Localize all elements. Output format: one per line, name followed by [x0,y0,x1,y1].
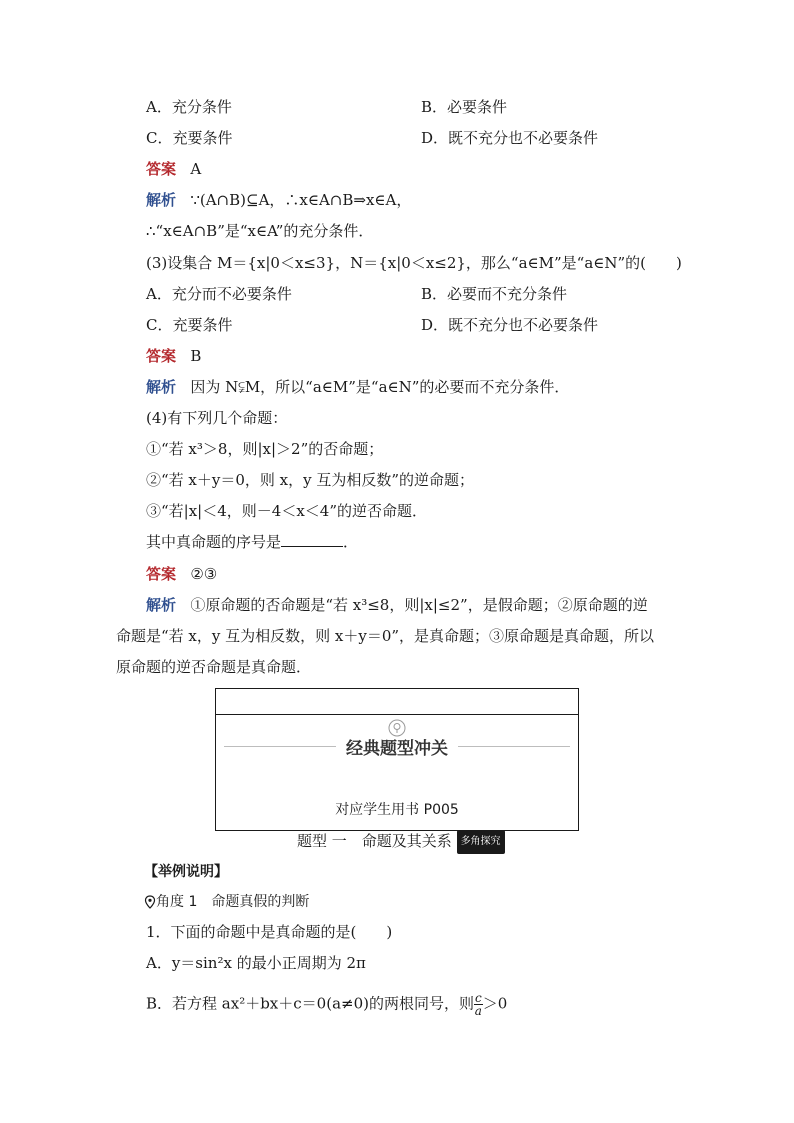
banner-subtitle: 对应学生用书 P005 [335,802,459,818]
answer-label: 答案 [146,565,177,583]
answer-label: 答案 [146,347,177,365]
q3-option-c: C．充要条件 [146,316,233,334]
q2-solution-line2: ∴“x∈A∩B”是“x∈A”的充分条件． [146,222,374,240]
banner-top-rule [216,714,578,715]
q3-option-b: B．必要而不充分条件 [421,285,568,303]
q3-option-a: A．充分而不必要条件 [146,285,292,303]
q4-solution-line1: 解析 ①原命题的否命题是“若 x³≤8，则|x|≤2”，是假命题；②原命题的逆 [146,596,648,614]
q2-option-c: C．充要条件 [146,129,233,147]
solution-label: 解析 [146,378,177,396]
q4-solution-line3: 原命题的逆否命题是真命题． [116,658,312,676]
problem-1-option-b: B．若方程 ax²＋bx＋c＝0(a≠0)的两根同号，则 $\frac{c}{a}$ ＞0 [146,991,508,1018]
answer-blank [281,532,343,547]
q3-stem: (3)设集合 M＝{x|0＜x≤3}，N＝{x|0＜x≤2}，那么“a∈M”是“a∈N”的( ) [146,254,682,272]
q2-solution-line1: 解析 ∵(A∩B)⊆A，∴x∈A∩B⇒x∈A， [146,191,412,209]
q4-item-2: ②“若 x＋y＝0，则 x，y 互为相反数”的逆命题； [146,471,475,489]
fraction-c-over-a: $\frac{c}{a}$ [474,991,482,1018]
answer-value: ②③ [190,565,218,583]
multi-angle-tag: 多角探究 [457,830,505,854]
location-pin-icon [144,895,156,909]
q4-solution-line2: 命题是“若 x，y 互为相反数，则 x＋y＝0”，是真命题；③原命题是真命题，所以 [116,627,655,645]
problem-1-option-a: A．y＝sin²x 的最小正周期为 2π [146,954,366,972]
q3-answer [146,345,201,367]
solution-label: 解析 [146,191,177,209]
q4-answer [146,563,217,585]
q4-item-3: ③“若|x|＜4，则－4＜x＜4”的逆否命题． [146,502,427,520]
solution-label: 解析 [146,596,177,614]
q2-option-d: D．既不充分也不必要条件 [421,129,599,147]
section-banner [215,688,579,831]
banner-title: 经典题型冲关 [346,739,448,759]
q2-option-b: B．必要条件 [421,98,508,116]
q4-item-1: ①“若 x³＞8，则|x|＞2”的否命题； [146,440,384,458]
angle-heading: 角度 1 命题真假的判断 [144,890,309,913]
example-header: 【举例说明】 [144,864,228,880]
q4-stem: (4)有下列几个命题： [146,409,288,427]
q3-option-d: D．既不充分也不必要条件 [421,316,599,334]
answer-label: 答案 [146,160,177,178]
q2-answer [146,158,201,180]
answer-value: B [190,347,202,365]
problem-1-stem: 1．下面的命题中是真命题的是( ) [146,923,393,941]
q3-solution: 解析 因为 N⫋M，所以“a∈M”是“a∈N”的必要而不充分条件． [146,378,570,396]
answer-value: A [190,160,202,178]
q2-option-a: A．充分条件 [146,98,232,116]
q4-question: 其中真命题的序号是 ． [146,533,359,551]
type-heading: 题型 一 命题及其关系 多角探究 [297,830,505,854]
